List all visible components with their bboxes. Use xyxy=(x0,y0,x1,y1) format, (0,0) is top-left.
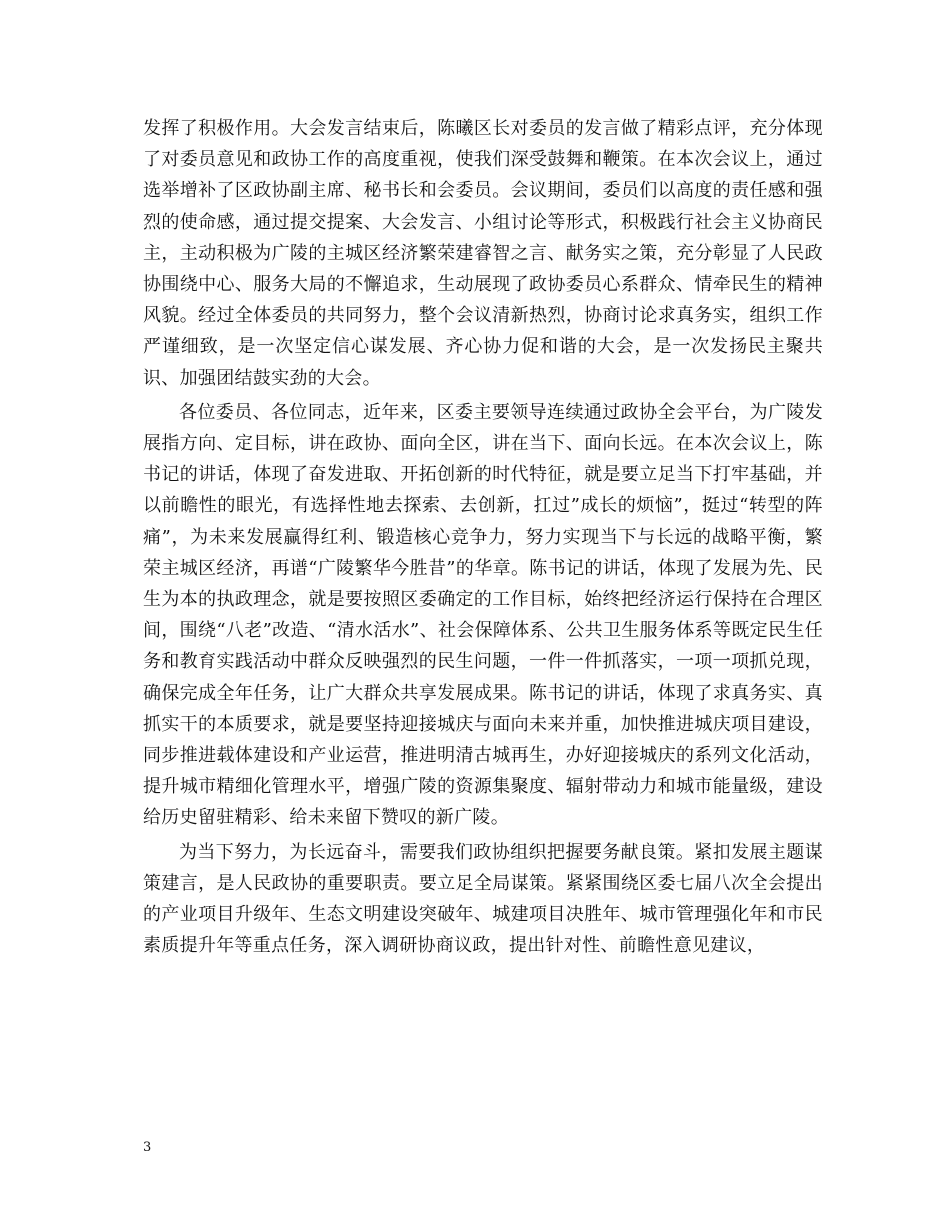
paragraph-3: 为当下努力，为长远奋斗，需要我们政协组织把握要务献良策。紧扣发展主题谋策建言，是人民政协的重要职责。要立足全局谋策。紧紧围绕区委七届八次全会提出的产业项目升级年、生态文明建设突破年、城建项目决胜年、城市管理强化年和市民素质提升年等重点任务，深入调研协商议政，提出针对性、前瞻性意见建议， xyxy=(143,841,823,957)
page-number: 3 xyxy=(143,1140,152,1155)
paragraph-1: 发挥了积极作用。大会发言结束后，陈曦区长对委员的发言做了精彩点评，充分体现了对委员意见和政协工作的高度重视，使我们深受鼓舞和鞭策。在本次会议上，通过选举增补了区政协副主席、秘书长和会委员。会议期间，委员们以高度的责任感和强烈的使命感，通过提交提案、大会发言、小组讨论等形式，积极践行社会主义协商民主，主动积极为广陵的主城区经济繁荣建睿智之言、献务实之策，充分彰显了人民政协围绕中心、服务大局的不懈追求，生动展现了政协委员心系群众、情牵民生的精神风貌。经过全体委员的共同努力，整个会议清新热烈，协商讨论求真务实，组织工作严谨细致，是一次坚定信心谋发展、齐心协力促和谐的大会，是一次发扬民主聚共识、加强团结鼓实劲的大会。 xyxy=(143,118,823,389)
body-text xyxy=(143,113,823,961)
paragraph-2: 各位委员、各位同志，近年来，区委主要领导连续通过政协全会平台，为广陵发展指方向、定目标，讲在政协、面向全区，讲在当下、面向长远。在本次会议上，陈书记的讲话，体现了奋发进取、开拓创新的时代特征，就是要立足当下打牢基础，并以前瞻性的眼光，有选择性地去探索、去创新，扛过”成长的烦恼”，挺过“转型的阵痛”，为未来发展赢得红利、锻造核心竞争力，努力实现当下与长远的战略平衡，繁荣主城区经济，再谱“广陵繁华今胜昔”的华章。陈书记的讲话，体现了发展为先、民生为本的执政理念，就是要按照区委确定的工作目标，始终把经济运行保持在合理区间，围绕“八老”改造、“清水活水”、社会保障体系、公共卫生服务体系等既定民生任务和教育实践活动中群众反映强烈的民生问题，一件一件抓落实，一项一项抓兑现，确保完成全年任务，让广大群众共享发展成果。陈书记的讲话，体现了求真务实、真抓实干的本质要求，就是要坚持迎接城庆与面向未来并重，加快推进城庆项目建设，同步推进载体建设和产业运营，推进明清古城再生，办好迎接城庆的系列文化活动，提升城市精细化管理水平，增强广陵的资源集聚度、辐射带动力和城市能量级，建设给历史留驻精彩、给未来留下赞叹的新广陵。 xyxy=(143,401,823,829)
